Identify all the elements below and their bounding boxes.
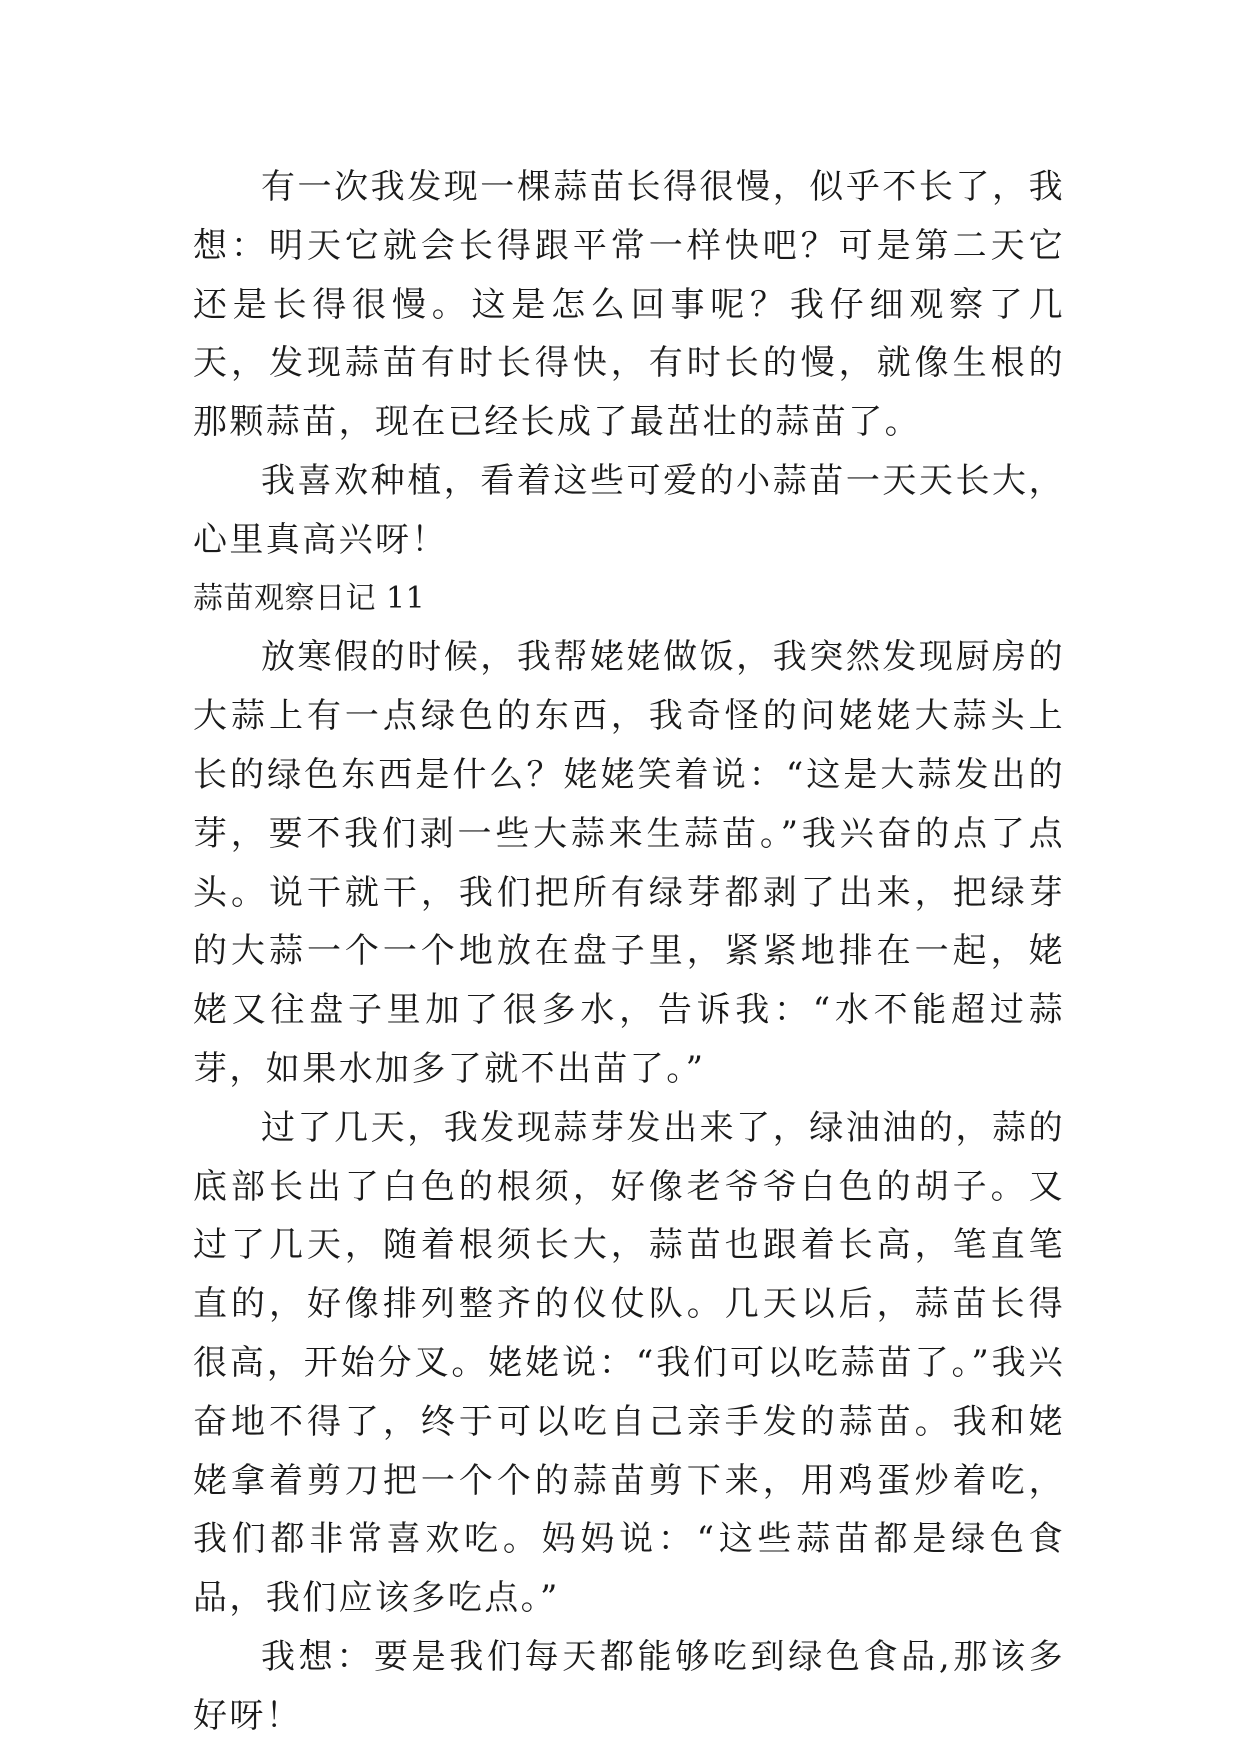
paragraph: 放寒假的时候，我帮姥姥做饭，我突然发现厨房的大蒜上有一点绿色的东西，我奇怪的问姥姥大蒜头上长的绿色东西是什么？姥姥笑着说：“这是大蒜发出的芽，要不我们剥一些大蒜来生蒜苗。”我兴奋的点了点头。说干就干，我们把所有绿芽都剥了出来，把绿芽的大蒜一个一个地放在盘子里，紧紧地排在一起，姥姥又往盘子里加了很多水，告诉我：“水不能超过蒜芽，如果水加多了就不出苗了。”: [193, 637, 1065, 1089]
paragraph: 我喜欢种植，看着这些可爱的小蒜苗一天天长大，心里真高兴呀！: [193, 460, 1065, 560]
section-heading: 蒜苗观察日记 11: [193, 580, 426, 616]
paragraph: 有一次我发现一棵蒜苗长得很慢，似乎不长了，我想：明天它就会长得跟平常一样快吧？可是第二天它还是长得很慢。这是怎么回事呢？我仔细观察了几天，发现蒜苗有时长得快，有时长的慢，就像生根的那颗蒜苗，现在已经长成了最茁壮的蒜苗了。: [193, 167, 1065, 443]
paragraph: 过了几天，我发现蒜芽发出来了，绿油油的，蒜的底部长出了白色的根须，好像老爷爷白色的胡子。又过了几天，随着根须长大，蒜苗也跟着长高，笔直笔直的，好像排列整齐的仪仗队。几天以后，蒜苗长得很高，开始分叉。姥姥说：“我们可以吃蒜苗了。”我兴奋地不得了，终于可以吃自己亲手发的蒜苗。我和姥姥拿着剪刀把一个个的蒜苗剪下来，用鸡蛋炒着吃，我们都非常喜欢吃。妈妈说：“这些蒜苗都是绿色食品，我们应该多吃点。”: [193, 1107, 1065, 1619]
paragraph: 我想：要是我们每天都能够吃到绿色食品,那该多好呀！: [193, 1636, 1065, 1736]
document-page: [193, 158, 1065, 1746]
